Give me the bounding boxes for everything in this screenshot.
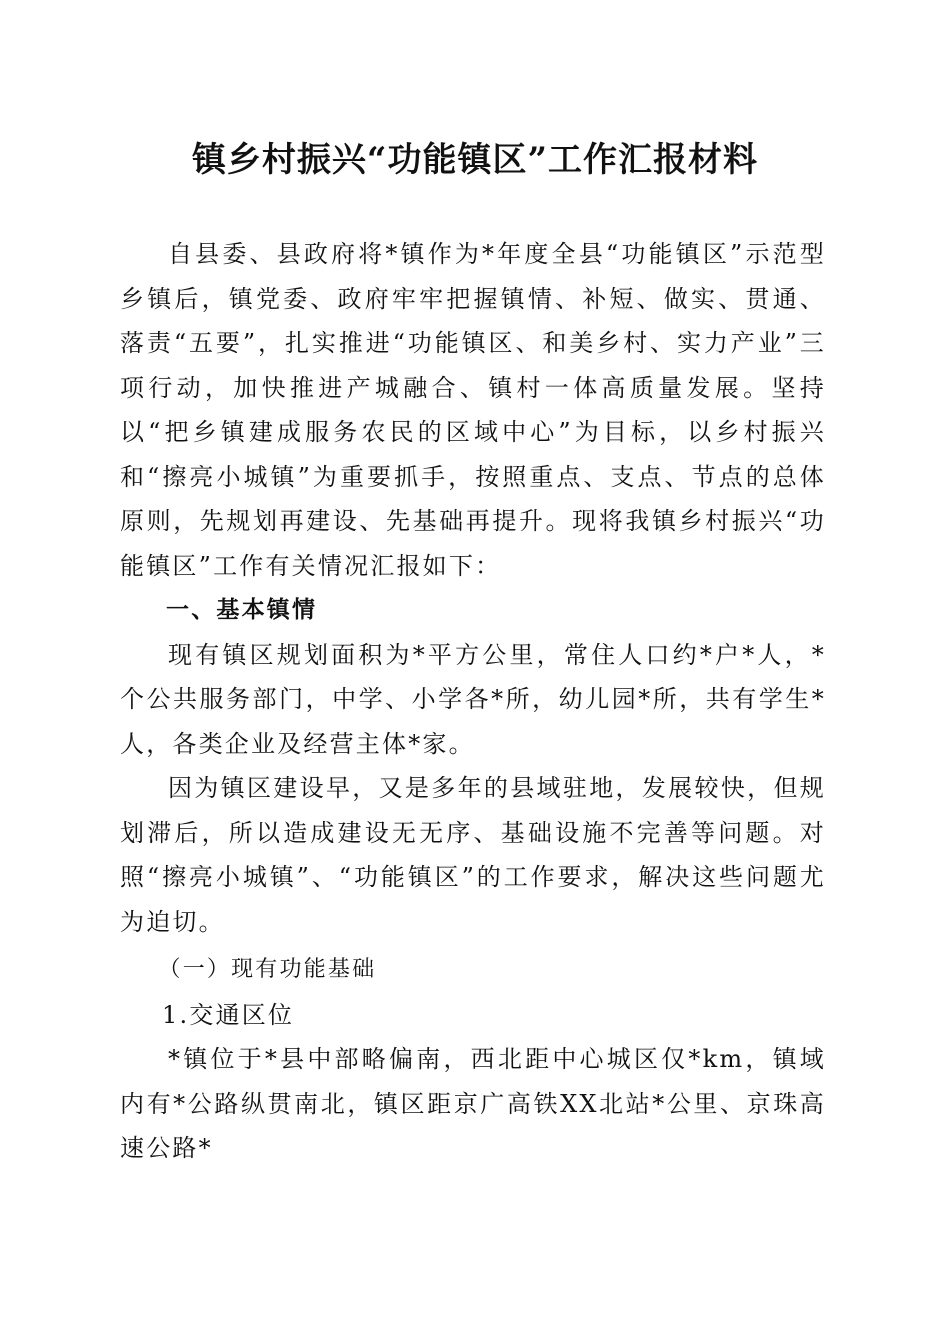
intro-paragraph: 自县委、县政府将*镇作为*年度全县“功能镇区”示范型乡镇后，镇党委、政府牢牢把握镇情、补短、做实、贯通、落责“五要”，扎实推进“功能镇区、和美乡村、实力产业”三项行动，加快推进产城融合、镇村一体高质量发展。坚持以“把乡镇建成服务农民的区域中心”为目标，以乡村振兴和“擦亮小城镇”为重要抓手，按照重点、支点、节点的总体原则，先规划再建设、先基础再提升。现将我镇乡村振兴“功能镇区”工作有关情况汇报如下：: [120, 240, 826, 580]
basic-situation-paragraph-1: 现有镇区规划面积为*平方公里，常住人口约*户*人，*个公共服务部门，中学、小学各*所，幼儿园*所，共有学生*人，各类企业及经营主体*家。: [120, 640, 826, 758]
document-body: [120, 232, 826, 1171]
document-title: 镇乡村振兴“功能镇区”工作汇报材料: [191, 140, 759, 180]
subsection-heading-existing-functions: （一）现有功能基础: [158, 957, 377, 982]
section-heading-basic-situation: 一、基本镇情: [166, 597, 318, 623]
basic-situation-paragraph-2: 因为镇区建设早，又是多年的县域驻地，发展较快，但规划滞后，所以造成建设无无序、基础设施不完善等问题。对照“擦亮小城镇”、“功能镇区”的工作要求，解决这些问题尤为迫切。: [120, 774, 826, 936]
item-heading-transport-location: 1.交通区位: [162, 1000, 295, 1029]
transport-location-paragraph: *镇位于*县中部略偏南，西北距中心城区仅*km，镇域内有*公路纵贯南北，镇区距京广高铁XX北站*公里、京珠高速公路*: [120, 1045, 826, 1162]
